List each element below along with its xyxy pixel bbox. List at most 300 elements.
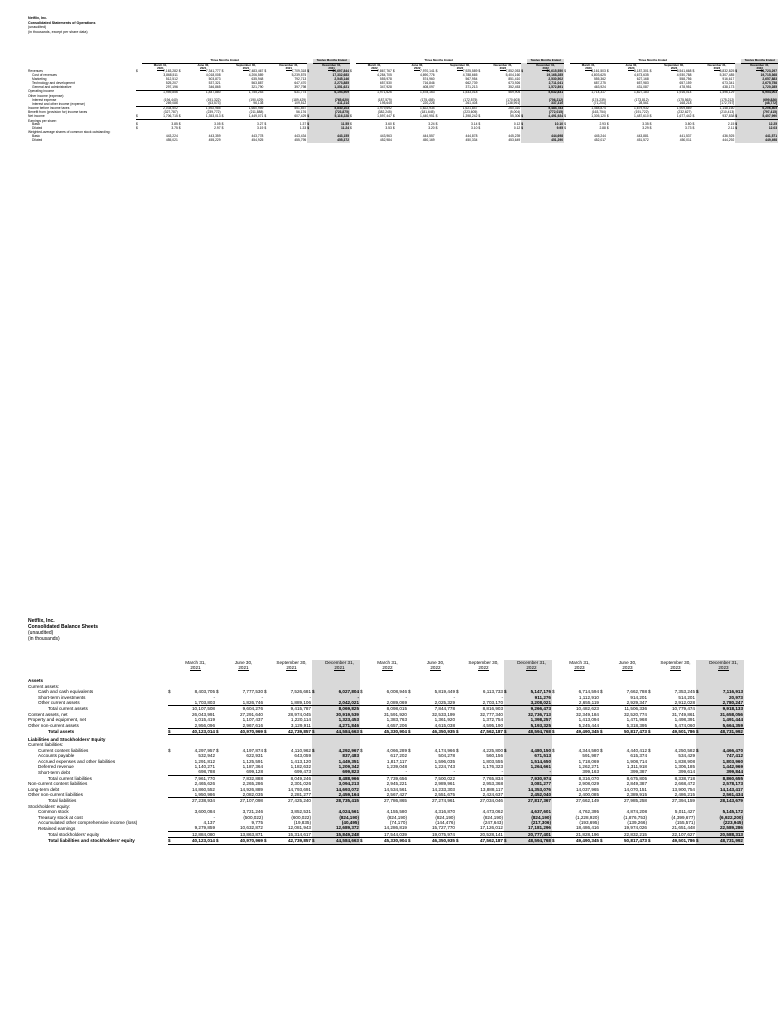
value-cell: 443,155 bbox=[313, 135, 350, 139]
currency-symbol: $ bbox=[504, 748, 511, 753]
value-cell: 8,816,903 bbox=[463, 706, 504, 712]
value-cell bbox=[367, 735, 408, 742]
value-cell: 2.15 bbox=[727, 122, 735, 127]
income-statement bbox=[28, 16, 778, 143]
currency-symbol: $ bbox=[521, 123, 527, 127]
value-cell: - bbox=[213, 814, 215, 820]
value-cell: 2,034,502 bbox=[142, 107, 179, 111]
value-cell: 17,126,012 bbox=[480, 825, 503, 831]
row-label: Marketing bbox=[32, 77, 47, 81]
period-date: June 30, bbox=[625, 62, 638, 67]
value-cell: 1,487,610 bbox=[613, 115, 650, 119]
currency-symbol: $ bbox=[312, 729, 319, 735]
value-cell: 4,250,582 bbox=[674, 747, 695, 753]
value-cell: 32,533,199 bbox=[432, 711, 455, 717]
currency-symbol: $ bbox=[307, 115, 313, 119]
currency-symbol: $ bbox=[307, 127, 313, 131]
value-cell: 31,615,550 bbox=[527, 70, 564, 74]
value-cell: 622,931 bbox=[246, 753, 263, 759]
value-cell: 8,316,070 bbox=[559, 775, 600, 781]
currency-symbol bbox=[600, 676, 607, 683]
value-cell: 15,727,770 bbox=[432, 825, 455, 831]
value-cell: 14,070,151 bbox=[624, 786, 647, 792]
value-cell: 48,594,768 bbox=[511, 838, 552, 844]
row-label: Long-term debt bbox=[28, 786, 60, 792]
period-year: 2022 bbox=[371, 65, 378, 70]
currency-symbol: $ bbox=[692, 122, 695, 127]
value-cell: 450,169 bbox=[422, 138, 435, 143]
value-cell: 591,987 bbox=[582, 753, 599, 759]
value-cell: 28,143,679 bbox=[703, 798, 744, 804]
row-label: General and administrative bbox=[32, 85, 72, 90]
value-cell: 1,803,960 bbox=[703, 759, 744, 764]
value-cell: 1,311,918 bbox=[626, 764, 647, 769]
value-cell: 4,344,580 bbox=[578, 747, 599, 753]
value-cell: - bbox=[501, 769, 503, 775]
value-cell: 5,840,103 bbox=[313, 107, 350, 111]
value-cell: 1,015,419 bbox=[194, 717, 215, 723]
period-date: September 30, bbox=[236, 62, 256, 67]
value-cell: 2,967,616 bbox=[242, 722, 263, 728]
value-cell: 4,018,008 bbox=[205, 73, 221, 78]
value-cell: 27,425,240 bbox=[271, 798, 312, 804]
value-cell bbox=[463, 676, 504, 683]
currency-symbol: $ bbox=[649, 126, 652, 131]
value-cell: 699,473 bbox=[294, 769, 311, 775]
row-label: Property and equipment, net bbox=[28, 717, 86, 723]
period-year: 2022 bbox=[430, 665, 441, 671]
currency-symbol bbox=[552, 676, 559, 683]
currency-symbol: $ bbox=[350, 115, 356, 119]
value-cell: 607,429 bbox=[270, 115, 307, 119]
value-cell: 10.10 bbox=[527, 123, 564, 127]
currency-symbol: $ bbox=[221, 122, 224, 127]
value-cell: (824,190) bbox=[387, 814, 407, 820]
value-cell: 2.97 bbox=[214, 126, 221, 131]
currency-symbol: $ bbox=[564, 122, 566, 127]
value-cell bbox=[607, 735, 648, 742]
currency-symbol bbox=[456, 676, 463, 683]
value-cell: 916,617 bbox=[722, 77, 735, 81]
row-label: Diluted bbox=[32, 126, 43, 131]
value-cell bbox=[511, 735, 552, 742]
period-date: September 30, bbox=[450, 62, 470, 67]
value-cell: 4,440,412 bbox=[626, 747, 647, 753]
value-cell: - bbox=[453, 694, 455, 700]
currency-symbol: $ bbox=[600, 747, 603, 753]
twelve-months-ended-label: Twelve Months Ended bbox=[313, 59, 350, 63]
value-cell: 14,534,561 bbox=[384, 786, 407, 792]
currency-symbol bbox=[264, 735, 271, 742]
currency-symbol: $ bbox=[504, 838, 511, 844]
currency-symbol: $ bbox=[504, 729, 511, 735]
currency-symbol: $ bbox=[264, 729, 271, 735]
value-cell: 455,229 bbox=[208, 138, 221, 143]
value-cell: 1,209,342 bbox=[319, 764, 360, 769]
currency-symbol: $ bbox=[264, 122, 267, 127]
value-cell: 19,974,026 bbox=[624, 825, 647, 831]
value-cell: 20,777,401 bbox=[511, 831, 552, 837]
value-cell: 1,305,120 bbox=[570, 115, 607, 119]
value-cell: (172,575) bbox=[463, 97, 478, 102]
period-column-header bbox=[511, 660, 552, 676]
currency-symbol: $ bbox=[648, 747, 651, 753]
value-cell: 1,291,812 bbox=[194, 758, 215, 764]
value-cell: (187,579) bbox=[377, 97, 392, 102]
period-date: March 31, bbox=[367, 62, 382, 67]
value-cell: 8,338,718 bbox=[655, 775, 696, 781]
three-months-ended-label: Three Months Ended bbox=[142, 59, 307, 63]
value-cell: 18,486,416 bbox=[576, 825, 599, 831]
value-cell: 269,086 bbox=[165, 101, 178, 106]
value-cell: 4,637,601 bbox=[511, 809, 552, 814]
period-date: December 31, bbox=[707, 62, 727, 67]
currency-symbol: $ bbox=[264, 69, 267, 74]
currency-symbol: $ bbox=[393, 115, 399, 119]
row-label: Basic bbox=[32, 134, 41, 139]
value-cell: 3.53 bbox=[385, 126, 392, 131]
currency-symbol: $ bbox=[692, 69, 695, 74]
currency-symbol bbox=[168, 735, 175, 742]
value-cell: 537,321 bbox=[208, 80, 221, 85]
row-label: Net income bbox=[28, 114, 45, 119]
statement-row bbox=[28, 676, 744, 683]
value-cell: 7,777,530 bbox=[242, 689, 263, 695]
value-cell: (48,772) bbox=[741, 102, 778, 106]
period-date: March 31, bbox=[377, 660, 398, 665]
value-cell: 11,506,336 bbox=[607, 706, 648, 712]
value-cell: 371,213 bbox=[465, 84, 478, 89]
value-cell: 5,147,176 bbox=[511, 689, 552, 694]
value-cell: 438,173 bbox=[722, 84, 735, 89]
value-cell: 4,174,966 bbox=[434, 747, 455, 753]
value-cell: 4,110,962 bbox=[290, 747, 311, 753]
value-cell: 558,756 bbox=[679, 77, 692, 81]
value-cell: 1,950,986 bbox=[194, 792, 215, 798]
value-cell: 7,341,777 bbox=[205, 69, 221, 74]
value-cell: 1,262,271 bbox=[578, 764, 599, 769]
value-cell: 2,655,119 bbox=[578, 700, 599, 706]
period-date: December 31, bbox=[517, 660, 546, 665]
value-cell: 574,960 bbox=[422, 77, 435, 81]
value-cell: (500,022) bbox=[243, 814, 263, 820]
currency-symbol: $ bbox=[600, 729, 607, 735]
value-cell: 1,187,364 bbox=[242, 764, 263, 769]
value-cell: 455,372 bbox=[313, 139, 350, 143]
value-cell: 443,881 bbox=[636, 134, 649, 139]
value-cell bbox=[607, 676, 648, 683]
currency-symbol bbox=[312, 676, 319, 683]
value-cell: 3.20 bbox=[428, 126, 435, 131]
twelve-months-ended-label: Twelve Months Ended bbox=[527, 59, 564, 63]
value-cell: 2,703,170 bbox=[482, 700, 503, 706]
value-cell: (723,875) bbox=[313, 111, 350, 115]
currency-symbol: $ bbox=[392, 69, 395, 74]
value-cell: 2,089,069 bbox=[386, 700, 407, 706]
currency-symbol: $ bbox=[648, 729, 655, 735]
value-cell: 2,561,434 bbox=[703, 792, 744, 798]
value-cell: 2,452,040 bbox=[511, 792, 552, 798]
value-cell: 2,567,427 bbox=[386, 792, 407, 798]
value-cell: 11.24 bbox=[313, 127, 350, 131]
value-cell: 3.19 bbox=[256, 126, 264, 131]
value-cell: 399,387 bbox=[630, 769, 647, 775]
period-year: 2021 bbox=[334, 665, 345, 671]
value-cell: 455,021 bbox=[165, 138, 178, 143]
value-cell: 3,600,084 bbox=[194, 809, 215, 815]
value-cell: 27,662,149 bbox=[559, 798, 600, 804]
value-cell: - bbox=[319, 695, 360, 700]
value-cell: 19,715,368 bbox=[741, 74, 778, 78]
value-cell: (175,563) bbox=[677, 97, 692, 102]
value-cell: 1,148,160 bbox=[698, 107, 735, 111]
value-cell: 40,970,969 bbox=[223, 838, 264, 844]
value-cell: (217,306) bbox=[511, 820, 552, 825]
currency-symbol: $ bbox=[408, 729, 415, 735]
value-cell: 1,916,014 bbox=[656, 90, 693, 94]
value-cell: 3,094,213 bbox=[319, 781, 360, 786]
value-cell: 337,310 bbox=[527, 102, 564, 106]
value-cell: 463,924 bbox=[593, 84, 606, 89]
value-cell: (19,835) bbox=[293, 820, 311, 826]
value-cell: (189,429) bbox=[292, 97, 307, 102]
value-cell: (190,429) bbox=[249, 97, 264, 102]
value-cell: 2,953,368 bbox=[482, 781, 503, 787]
row-label: Current liabilities: bbox=[28, 742, 64, 748]
value-cell: 6,194,509 bbox=[313, 90, 350, 94]
value-cell: 6,027,804 bbox=[319, 689, 360, 694]
value-cell: (6,922,200) bbox=[703, 815, 744, 820]
period-year: 2023 bbox=[628, 65, 635, 70]
value-cell bbox=[223, 735, 264, 742]
value-cell: 2,545,146 bbox=[313, 78, 350, 82]
value-cell: 3.73 bbox=[685, 126, 692, 131]
value-cell: 4,473,062 bbox=[482, 809, 503, 815]
value-cell: (223,605) bbox=[463, 110, 478, 115]
value-cell: 19,075,974 bbox=[415, 831, 456, 837]
value-cell: 7,844,778 bbox=[415, 706, 456, 712]
value-cell: 2,668,472 bbox=[674, 781, 695, 787]
row-label: Other non-current liabilities bbox=[28, 792, 83, 798]
currency-symbol bbox=[408, 676, 415, 683]
value-cell: (175,455) bbox=[420, 97, 435, 102]
row-label: Earnings per share: bbox=[28, 118, 57, 123]
value-cell: 33,723,297 bbox=[741, 70, 778, 74]
currency-symbol: $ bbox=[216, 729, 223, 735]
currency-symbol: $ bbox=[179, 115, 185, 119]
value-cell: (4,399,677) bbox=[671, 814, 695, 820]
value-cell: 3,129,911 bbox=[290, 722, 311, 728]
currency-symbol bbox=[504, 676, 511, 683]
value-cell: 0.12 bbox=[513, 126, 521, 131]
currency-symbol: $ bbox=[564, 69, 566, 74]
value-cell: 1,677,442 bbox=[656, 115, 693, 119]
period-date: December 31, bbox=[536, 62, 556, 67]
value-cell: 1,468,874 bbox=[570, 107, 607, 111]
value-cell: 7,765,834 bbox=[463, 775, 504, 781]
value-cell: (172,757) bbox=[720, 101, 735, 106]
period-year: 2022 bbox=[382, 665, 393, 671]
value-cell: 444,698 bbox=[527, 135, 564, 139]
value-cell: 22,832,215 bbox=[607, 831, 648, 837]
value-cell: 1,442,969 bbox=[703, 764, 744, 769]
value-cell: 444,557 bbox=[422, 134, 435, 139]
value-cell: (327,787) bbox=[163, 110, 178, 115]
value-cell: 1,826,746 bbox=[242, 700, 263, 706]
period-column-header bbox=[223, 660, 264, 676]
value-cell: 6,113,733 bbox=[482, 689, 503, 695]
row-label: Total current assets bbox=[48, 706, 88, 712]
value-cell: 1,351,621 bbox=[313, 86, 350, 90]
value-cell: 8,161,503 bbox=[591, 69, 606, 74]
value-cell: 1,597,447 bbox=[356, 115, 393, 119]
value-cell: 32,777,340 bbox=[480, 711, 503, 717]
value-cell: 27,034,046 bbox=[463, 798, 504, 804]
value-cell: 321,790 bbox=[251, 84, 264, 89]
value-cell: 6,714,594 bbox=[578, 689, 599, 695]
value-cell: (191,722) bbox=[634, 110, 649, 115]
value-cell: 3.10 bbox=[471, 126, 478, 131]
value-cell: 49,490,345 bbox=[559, 729, 600, 735]
value-cell: 55,306 bbox=[484, 115, 521, 119]
value-cell: 1,125,591 bbox=[242, 758, 263, 764]
currency-symbol: $ bbox=[312, 689, 319, 694]
value-cell: 617,202 bbox=[390, 753, 407, 759]
currency-symbol: $ bbox=[264, 115, 270, 119]
currency-symbol bbox=[216, 735, 223, 742]
value-cell: 792,713 bbox=[294, 77, 307, 81]
value-cell: 12,689,372 bbox=[319, 825, 360, 831]
value-cell: 5,632,831 bbox=[527, 90, 564, 94]
period-date: June 30, bbox=[426, 660, 445, 665]
currency-symbol: $ bbox=[408, 689, 411, 695]
value-cell: - bbox=[405, 769, 407, 775]
currency-symbol: $ bbox=[735, 70, 741, 74]
value-cell: 657,983 bbox=[636, 80, 649, 85]
value-cell: 4,762,395 bbox=[578, 809, 599, 815]
value-cell: 27,786,865 bbox=[367, 798, 408, 804]
value-cell: 7,925,589 bbox=[462, 69, 478, 74]
value-cell: 3.24 bbox=[428, 122, 435, 127]
value-cell: 40,123,014 bbox=[175, 838, 216, 844]
value-cell: (181,645) bbox=[420, 110, 435, 115]
value-cell: 1.37 bbox=[299, 122, 307, 127]
value-cell: 399,614 bbox=[678, 769, 695, 775]
currency-symbol: $ bbox=[521, 115, 527, 119]
value-cell: 3.60 bbox=[385, 122, 392, 127]
value-cell: 5,484,783 bbox=[527, 107, 564, 111]
row-label: Retained earnings bbox=[38, 825, 76, 831]
currency-symbol: $ bbox=[564, 126, 566, 131]
value-cell bbox=[319, 735, 360, 742]
value-cell: 46,350,935 bbox=[415, 729, 456, 735]
period-year: 2021 bbox=[199, 65, 207, 70]
currency-symbol: $ bbox=[735, 127, 741, 131]
value-cell: (155,571) bbox=[675, 820, 695, 826]
value-cell: 627,168 bbox=[636, 77, 649, 81]
value-cell: 560,156 bbox=[486, 753, 503, 759]
value-cell: 2,486,215 bbox=[674, 792, 695, 798]
value-cell: 555,978 bbox=[379, 77, 392, 81]
currency-symbol bbox=[456, 735, 463, 742]
value-cell: 7,662,788 bbox=[626, 689, 647, 695]
value-cell: 8,098,015 bbox=[367, 706, 408, 712]
value-cell: 504,278 bbox=[438, 753, 455, 759]
value-cell: 6,008,946 bbox=[386, 689, 407, 695]
value-cell: 4,206,589 bbox=[248, 73, 264, 78]
period-column-header bbox=[319, 660, 360, 676]
value-cell bbox=[271, 676, 312, 683]
value-cell: 7,867,767 bbox=[377, 69, 392, 74]
balance-sheet bbox=[28, 618, 744, 845]
value-cell: 657,530 bbox=[379, 80, 392, 85]
period-year: 2023 bbox=[718, 665, 729, 671]
value-cell: 8,675,805 bbox=[607, 775, 648, 781]
currency-symbol bbox=[312, 735, 319, 742]
statement-row bbox=[28, 735, 744, 742]
value-cell: - bbox=[309, 694, 311, 700]
value-cell: 347,928 bbox=[379, 84, 392, 89]
value-cell: 449,498 bbox=[741, 139, 778, 143]
currency-symbol: $ bbox=[504, 689, 511, 694]
value-cell: (174,239) bbox=[591, 97, 606, 102]
period-date: March 31, bbox=[569, 660, 590, 665]
value-cell: 1,621,847 bbox=[442, 107, 479, 111]
value-cell: 4,271,846 bbox=[319, 723, 360, 729]
currency-symbol: $ bbox=[312, 838, 319, 844]
value-cell: (210,413) bbox=[720, 110, 735, 115]
value-cell: 29,697,844 bbox=[313, 70, 350, 74]
value-cell: 452,984 bbox=[379, 138, 392, 143]
currency-symbol: $ bbox=[168, 838, 175, 844]
value-cell: 96,135 bbox=[253, 101, 264, 106]
value-cell: 9,918,133 bbox=[703, 706, 744, 712]
value-cell: 7,709,318 bbox=[291, 69, 307, 74]
value-cell: 2,265,286 bbox=[242, 781, 263, 787]
value-cell: - bbox=[405, 694, 407, 700]
value-cell: 6,206,405 bbox=[741, 107, 778, 111]
value-cell: 451,572 bbox=[636, 138, 649, 143]
value-cell: 4,788,665 bbox=[462, 73, 478, 78]
value-cell: 27,274,961 bbox=[415, 798, 456, 804]
row-label: Total current liabilities bbox=[48, 775, 92, 781]
value-cell: 4,480,150 bbox=[511, 748, 552, 753]
value-cell bbox=[559, 735, 600, 742]
currency-symbol: $ bbox=[136, 69, 138, 74]
value-cell: 4,803,625 bbox=[591, 73, 606, 78]
value-cell: 10,632,872 bbox=[240, 825, 263, 831]
period-column-header bbox=[703, 660, 744, 676]
period-date: March 31, bbox=[581, 62, 596, 67]
currency-symbol: $ bbox=[696, 729, 703, 735]
value-cell: 32,349,184 bbox=[576, 711, 599, 717]
value-cell: - bbox=[501, 694, 503, 700]
value-cell: 3.35 bbox=[642, 122, 649, 127]
currency-symbol bbox=[360, 735, 367, 742]
value-cell: 1,220,114 bbox=[290, 717, 311, 723]
period-year: 2021 bbox=[286, 665, 297, 671]
value-cell: 48,731,992 bbox=[703, 729, 744, 735]
value-cell: (239,772) bbox=[206, 110, 221, 115]
currency-symbol: $ bbox=[600, 689, 603, 695]
value-cell: 1,908,714 bbox=[626, 758, 647, 764]
value-cell: (223,945) bbox=[703, 820, 744, 825]
value-cell: 9,279,859 bbox=[194, 825, 215, 831]
row-label: Liabilities and Stockholders' Equity bbox=[28, 736, 106, 742]
value-cell: 2.88 bbox=[599, 126, 606, 131]
value-cell: 4,024,561 bbox=[319, 809, 360, 814]
value-cell: 31,591,920 bbox=[384, 711, 407, 717]
